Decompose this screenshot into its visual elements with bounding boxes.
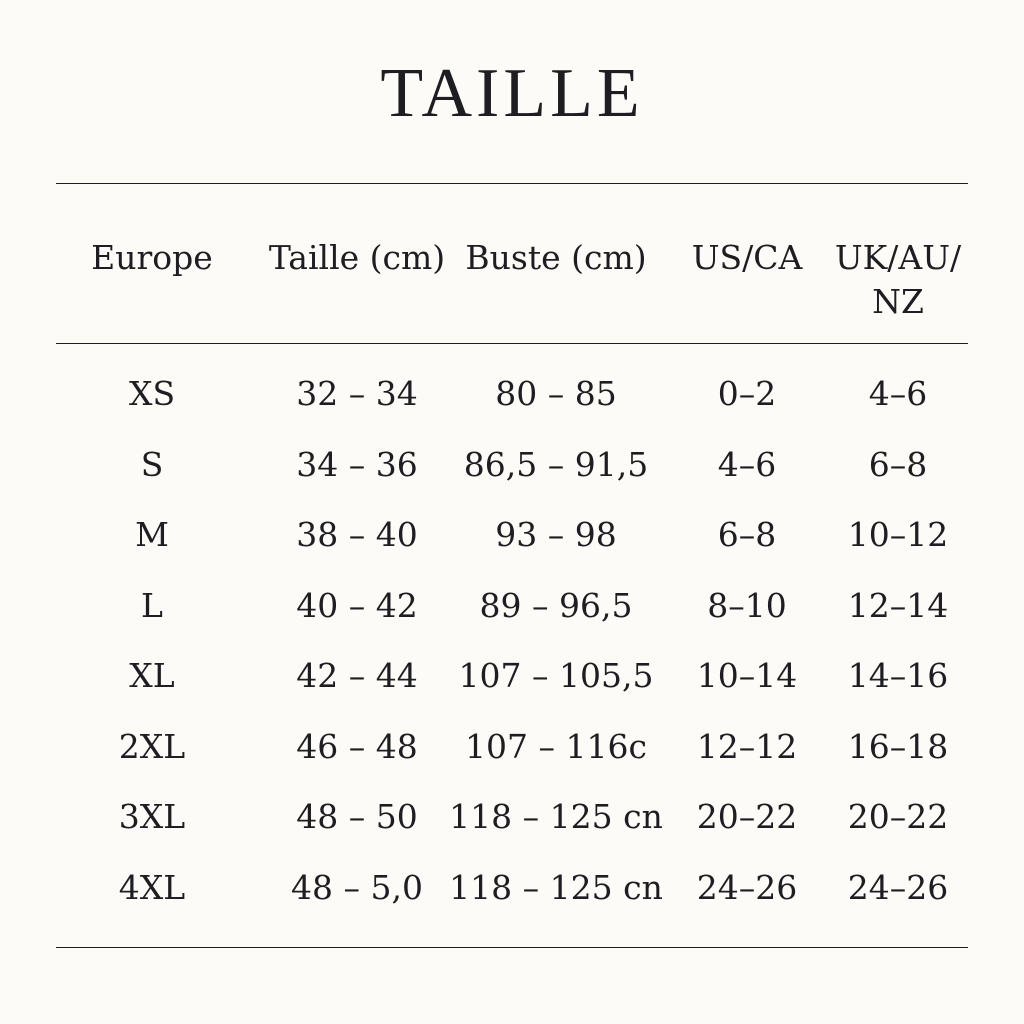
- cell-bust: 93 – 98: [495, 515, 617, 554]
- cell-us-ca: 4–6: [717, 444, 777, 484]
- cell-us-ca: 24–26: [696, 867, 798, 907]
- cell-waist: 32 – 34: [296, 374, 418, 413]
- table-row: [56, 791, 968, 862]
- cell-us-ca: 6–8: [717, 515, 777, 554]
- header-europe: Europe: [91, 238, 213, 277]
- cell-bust: 86,5 – 91,5: [463, 444, 649, 484]
- header-us-ca: US/CA: [691, 238, 803, 277]
- cell-europe: L: [141, 585, 163, 625]
- table-row: [56, 509, 968, 580]
- header-uk-au-nz: UK/AU/ NZ: [834, 238, 962, 321]
- cell-uk-au-nz: 14–16: [847, 656, 949, 695]
- cell-uk-au-nz: 10–12: [847, 515, 949, 554]
- cell-bust: 89 – 96,5: [479, 585, 633, 625]
- cell-uk-au-nz: 6–8: [868, 444, 928, 484]
- top-divider: [56, 183, 968, 184]
- header-divider: [56, 343, 968, 344]
- cell-europe: XL: [129, 656, 175, 695]
- table-row: [56, 368, 968, 439]
- cell-waist: 40 – 42: [296, 585, 418, 625]
- header-waist: Taille (cm): [268, 238, 446, 277]
- cell-uk-au-nz: 4–6: [868, 374, 928, 413]
- cell-europe: XS: [128, 374, 176, 413]
- cell-bust: 118 – 125 cn: [449, 867, 663, 907]
- cell-bust: 118 – 125 cn: [449, 797, 663, 836]
- cell-waist: 46 – 48: [296, 726, 418, 766]
- cell-us-ca: 12–12: [696, 726, 798, 766]
- cell-bust: 107 – 116c: [465, 726, 647, 766]
- table-row: [56, 650, 968, 721]
- cell-us-ca: 20–22: [696, 797, 798, 836]
- cell-uk-au-nz: 12–14: [847, 585, 949, 625]
- cell-waist: 42 – 44: [296, 656, 418, 695]
- cell-uk-au-nz: 16–18: [847, 726, 949, 766]
- cell-europe: 3XL: [118, 797, 186, 836]
- table-row: [56, 862, 968, 933]
- table-row: [56, 439, 968, 510]
- cell-waist: 48 – 50: [296, 797, 418, 836]
- cell-us-ca: 8–10: [707, 585, 787, 625]
- cell-uk-au-nz: 20–22: [847, 797, 949, 836]
- cell-bust: 107 – 105,5: [458, 656, 654, 695]
- cell-uk-au-nz: 24–26: [847, 867, 949, 907]
- cell-us-ca: 0–2: [717, 374, 777, 413]
- cell-waist: 48 – 5,0: [291, 867, 423, 907]
- header-bust: Buste (cm): [465, 238, 647, 277]
- bottom-divider: [56, 947, 968, 948]
- cell-waist: 34 – 36: [296, 444, 418, 484]
- cell-bust: 80 – 85: [495, 374, 617, 413]
- table-header-row: [56, 236, 968, 336]
- cell-waist: 38 – 40: [296, 515, 418, 554]
- cell-us-ca: 10–14: [696, 656, 798, 695]
- cell-europe: 2XL: [118, 726, 186, 766]
- table-row: [56, 721, 968, 792]
- page-title: TAILLE: [380, 55, 644, 132]
- cell-europe: 4XL: [118, 867, 186, 907]
- table-body: [56, 368, 968, 932]
- cell-europe: S: [140, 444, 164, 484]
- table-row: [56, 580, 968, 651]
- cell-europe: M: [135, 515, 169, 554]
